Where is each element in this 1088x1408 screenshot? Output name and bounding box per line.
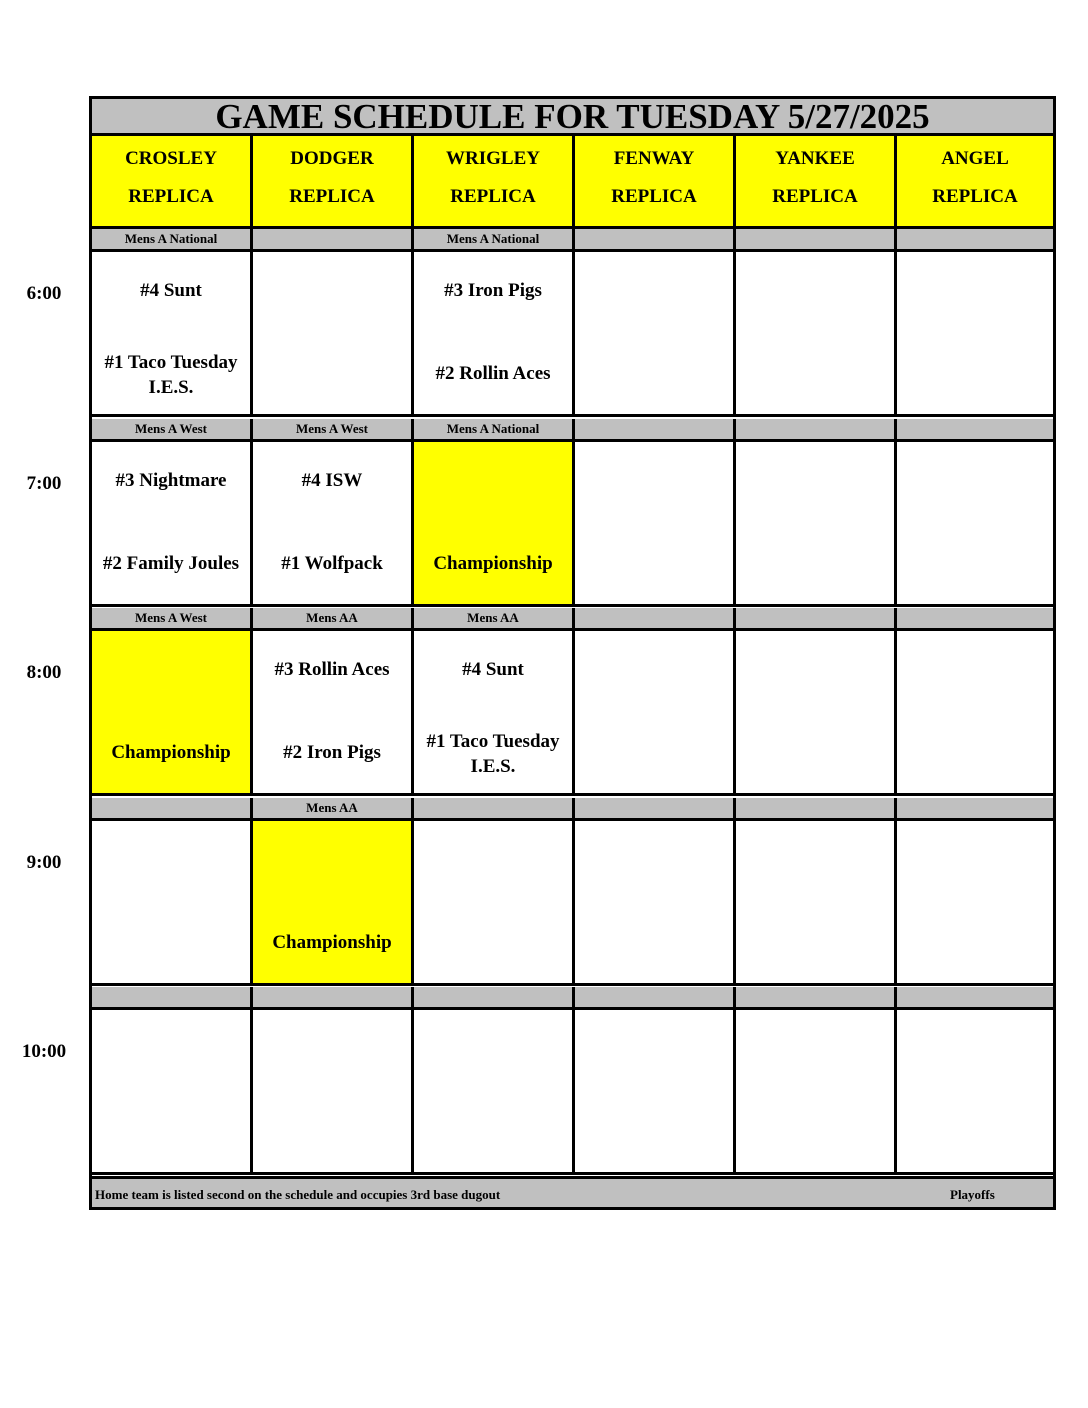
- field-name: YANKEE: [775, 148, 855, 169]
- division-label: [575, 798, 736, 818]
- game-cell: [414, 442, 575, 604]
- game-cell: [736, 1010, 897, 1172]
- division-label: [736, 798, 897, 818]
- division-label: [575, 229, 736, 249]
- division-label: Mens A National: [414, 229, 575, 249]
- home-team: #1 Taco Tuesday I.E.S.: [104, 352, 238, 398]
- division-label: [897, 419, 1053, 439]
- game-cell: [897, 821, 1053, 983]
- visiting-team: #3 Nightmare: [115, 469, 227, 491]
- division-label: [575, 608, 736, 628]
- time-label: 9:00: [26, 851, 62, 873]
- division-label: [253, 987, 414, 1007]
- game-cell: [736, 631, 897, 793]
- division-label: Mens A West: [253, 419, 414, 439]
- division-label: Mens A West: [92, 419, 253, 439]
- field-subtitle: REPLICA: [932, 186, 1018, 207]
- division-label: [575, 419, 736, 439]
- division-label: [253, 229, 414, 249]
- schedule-title: GAME SCHEDULE FOR TUESDAY 5/27/2025: [92, 99, 1053, 136]
- game-cell: [253, 631, 414, 793]
- division-label: [736, 419, 897, 439]
- game-cell: [92, 442, 253, 604]
- game-cell: [575, 1010, 736, 1172]
- home-team: #2 Family Joules: [102, 552, 240, 574]
- time-label: 8:00: [26, 662, 62, 683]
- game-cell: [414, 631, 575, 793]
- game-cell: [736, 821, 897, 983]
- division-label: [736, 229, 897, 249]
- field-name: DODGER: [290, 148, 374, 169]
- home-team: Championship: [272, 931, 392, 953]
- visiting-team: #3 Rollin Aces: [274, 659, 390, 680]
- row-divider: [92, 793, 1053, 796]
- visiting-team: #3 Iron Pigs: [444, 280, 542, 301]
- division-label: Mens A West: [92, 608, 253, 628]
- game-cell: [414, 821, 575, 983]
- game-cell: [897, 1010, 1053, 1172]
- field-header: [253, 136, 414, 226]
- field-name: ANGEL: [941, 148, 1009, 169]
- field-name: FENWAY: [613, 148, 695, 169]
- game-cell: [575, 821, 736, 983]
- game-cell: [253, 1010, 414, 1172]
- home-team: #1 Taco Tuesday I.E.S.: [426, 731, 560, 777]
- game-cell: [414, 1010, 575, 1172]
- row-divider: [92, 414, 1053, 417]
- field-subtitle: REPLICA: [289, 186, 375, 207]
- game-cell: [92, 252, 253, 414]
- field-subtitle: REPLICA: [611, 186, 697, 207]
- field-subtitle: REPLICA: [128, 186, 214, 207]
- division-label: [414, 798, 575, 818]
- game-cell: [92, 821, 253, 983]
- game-cell: [897, 252, 1053, 414]
- home-team-note: Home team is listed second on the schedule and occupies 3rd base dugout: [95, 1187, 501, 1202]
- home-team: Championship: [433, 552, 553, 574]
- field-header: [575, 136, 736, 226]
- division-label: [897, 229, 1053, 249]
- time-label: 10:00: [21, 1041, 67, 1062]
- game-cell: [575, 442, 736, 604]
- game-cell: [92, 631, 253, 793]
- game-cell: [414, 252, 575, 414]
- visiting-team: #4 Sunt: [462, 659, 524, 680]
- field-header: [414, 136, 575, 226]
- home-team: Championship: [111, 742, 231, 763]
- schedule-footer: [92, 1176, 1053, 1207]
- visiting-team: #4 Sunt: [140, 280, 202, 301]
- division-label: [414, 987, 575, 1007]
- division-label: Mens AA: [253, 608, 414, 628]
- game-cell: [897, 631, 1053, 793]
- home-team: #2 Rollin Aces: [435, 363, 551, 384]
- division-label: Mens AA: [253, 798, 414, 818]
- time-label: 6:00: [26, 283, 62, 304]
- time-label: 7:00: [26, 472, 62, 494]
- home-team: #1 Wolfpack: [281, 552, 383, 574]
- division-label: [736, 987, 897, 1007]
- game-cell: [92, 1010, 253, 1172]
- game-cell: [736, 252, 897, 414]
- division-label: [897, 987, 1053, 1007]
- row-divider: [92, 1172, 1053, 1175]
- division-label: [92, 798, 253, 818]
- division-label: [897, 798, 1053, 818]
- division-label: Mens AA: [414, 608, 575, 628]
- home-team: #2 Iron Pigs: [283, 742, 381, 763]
- field-name: WRIGLEY: [446, 148, 540, 169]
- division-label: [736, 608, 897, 628]
- field-header: [897, 136, 1053, 226]
- game-cell: [253, 442, 414, 604]
- game-cell: [575, 252, 736, 414]
- game-cell: [736, 442, 897, 604]
- field-header: [92, 136, 253, 226]
- division-label: Mens A National: [92, 229, 253, 249]
- field-subtitle: REPLICA: [450, 186, 536, 207]
- game-cell: [575, 631, 736, 793]
- playoffs-label: Playoffs: [950, 1187, 995, 1202]
- visiting-team: #4 ISW: [301, 469, 363, 491]
- game-cell: [253, 821, 414, 983]
- field-name: CROSLEY: [125, 148, 217, 169]
- schedule-sheet: [89, 96, 1056, 1210]
- game-cell: [253, 252, 414, 414]
- field-header: [736, 136, 897, 226]
- row-divider: [92, 983, 1053, 986]
- row-divider: [92, 604, 1053, 607]
- division-label: [575, 987, 736, 1007]
- division-label: [92, 987, 253, 1007]
- division-label: Mens A National: [414, 419, 575, 439]
- field-subtitle: REPLICA: [772, 186, 858, 207]
- game-cell: [897, 442, 1053, 604]
- division-label: [897, 608, 1053, 628]
